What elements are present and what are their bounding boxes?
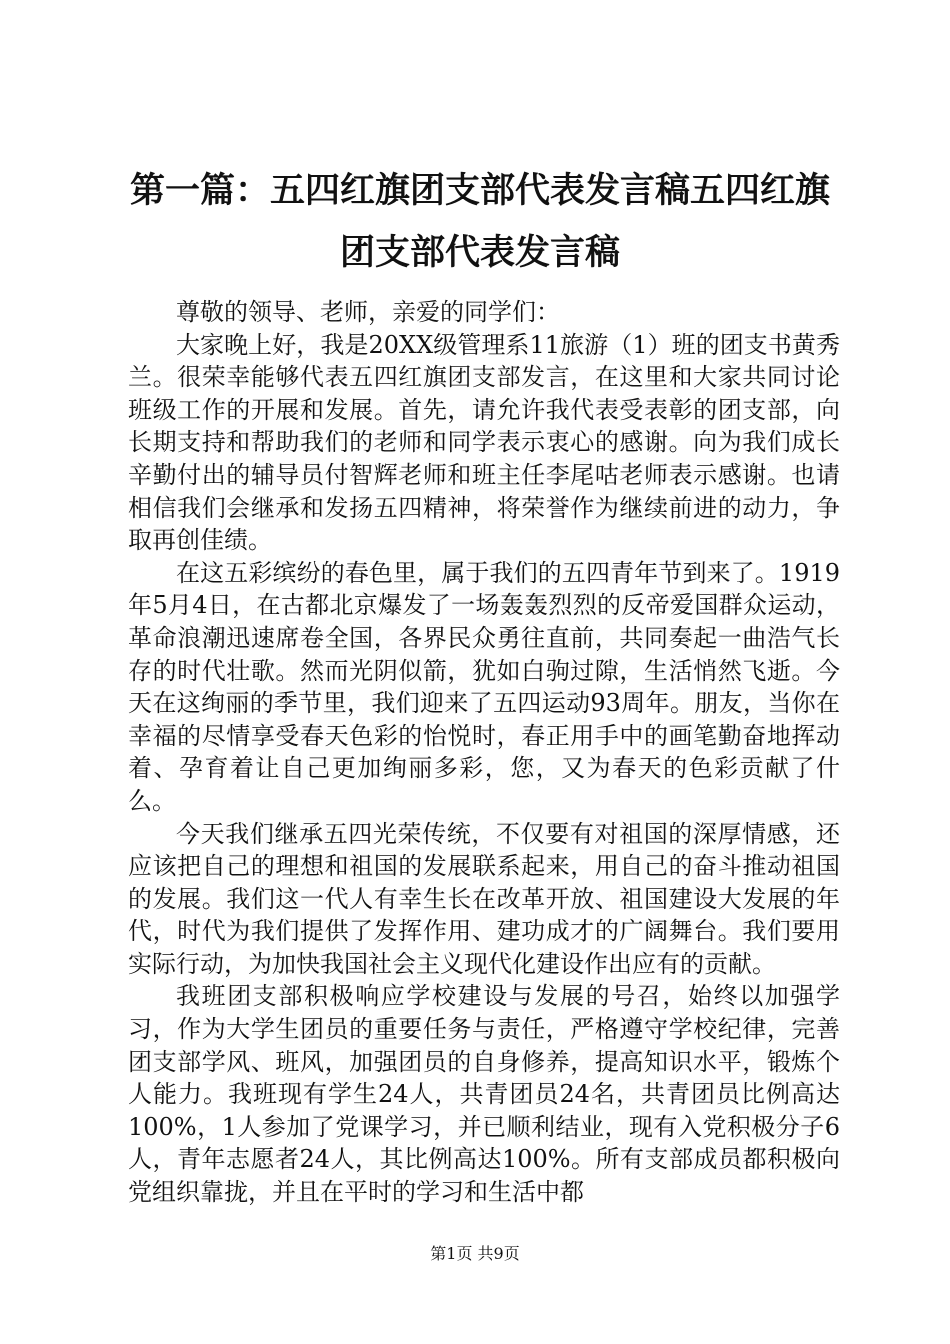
paragraph-2: 在这五彩缤纷的春色里，属于我们的五四青年节到来了。1919年5月4日，在古都北京爆发了一场轰轰烈烈的反帝爱国群众运动，革命浪潮迅速席卷全国，各界民众勇往直前，共同奏起一曲浩气长存的时代壮歌。然而光阴似箭，犹如白驹过隙，生活悄然飞逝。今天在这绚丽的季节里，我们迎来了五四运动93周年。朋友，当你在幸福的尽情享受春天色彩的怡悦时，春正用手中的画笔勤奋地挥动着、孕育着让自己更加绚丽多彩，您，又为春天的色彩贡献了什么。 — [128, 558, 840, 815]
document-body — [128, 296, 840, 1209]
paragraph-1: 大家晚上好，我是20XX级管理系11旅游（1）班的团支书黄秀兰。很荣幸能够代表五四红旗团支部发言，在这里和大家共同讨论班级工作的开展和发展。首先，请允许我代表受表彰的团支部，向长期支持和帮助我们的老师和同学表示衷心的感谢。向为我们成长辛勤付出的辅导员付智辉老师和班主任李尾咕老师表示感谢。也请相信我们会继承和发扬五四精神，将荣誉作为继续前进的动力，争取再创佳绩。 — [128, 330, 840, 555]
paragraph-3: 今天我们继承五四光荣传统，不仅要有对祖国的深厚情感，还应该把自己的理想和祖国的发展联系起来，用自己的奋斗推动祖国的发展。我们这一代人有幸生长在改革开放、祖国建设大发展的年代，时代为我们提供了发挥作用、建功成才的广阔舞台。我们要用实际行动，为加快我国社会主义现代化建设作出应有的贡献。 — [128, 819, 840, 978]
title-line-2: 团支部代表发言稿 — [339, 232, 620, 273]
paragraph-salutation: 尊敬的领导、老师，亲爱的同学们： — [176, 298, 560, 326]
paragraph-4: 我班团支部积极响应学校建设与发展的号召，始终以加强学习，作为大学生团员的重要任务与责任，严格遵守学校纪律，完善团支部学风、班风，加强团员的自身修养，提高知识水平，锻炼个人能力。我班现有学生24人，共青团员24名，共青团员比例高达100%，1人参加了党课学习，并已顺利结业，现有入党积极分子6人，青年志愿者24人，其比例高达100%。所有支部成员都积极向党组织靠拢，并且在平时的学习和生活中都 — [128, 982, 840, 1207]
document-title — [100, 160, 860, 284]
title-line-1: 第一篇：五四红旗团支部代表发言稿五四红旗 — [129, 170, 830, 211]
page-footer: 第1页 共9页 — [430, 1244, 520, 1263]
